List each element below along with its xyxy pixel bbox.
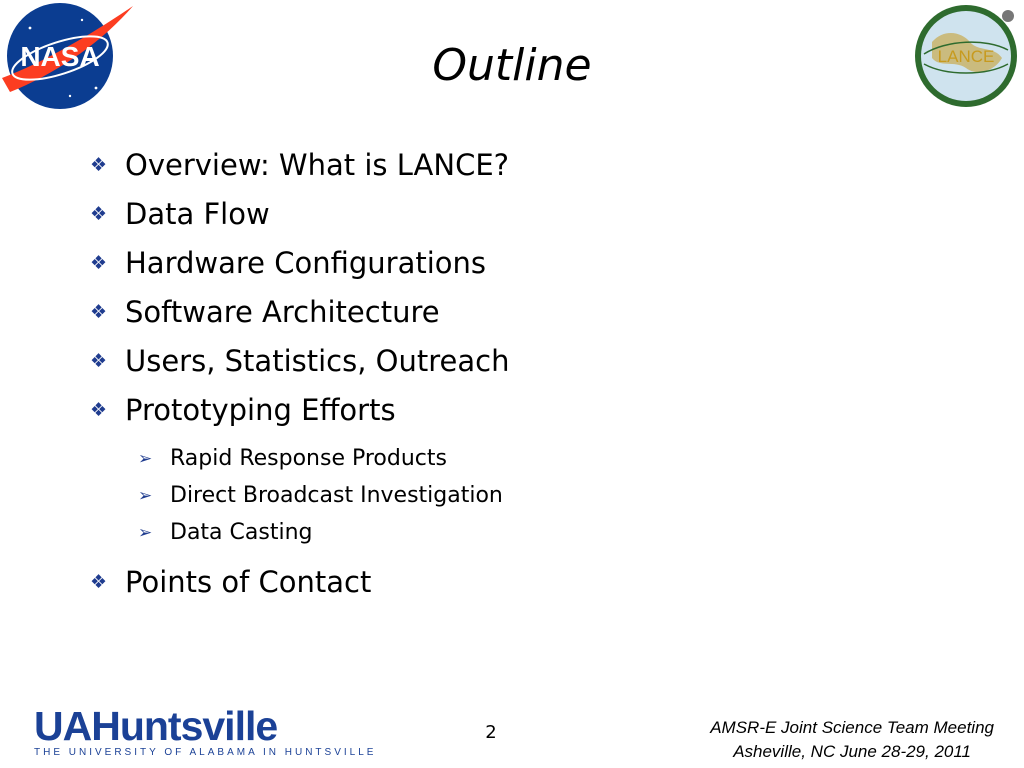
uah-logo-title: UAHuntsville bbox=[34, 703, 278, 749]
bullet-text: Prototyping Efforts bbox=[125, 392, 396, 427]
bullet-text: Software Architecture bbox=[125, 294, 440, 329]
sub-bullet-direct-broadcast bbox=[90, 477, 509, 514]
bullet-overview bbox=[90, 140, 509, 189]
sub-bullet-rapid-response bbox=[90, 440, 509, 477]
diamond-bullet-icon: ❖ bbox=[90, 570, 108, 593]
meeting-info bbox=[710, 716, 994, 764]
sub-bullet-text: Direct Broadcast Investigation bbox=[170, 483, 503, 508]
arrow-bullet-icon: ➢ bbox=[138, 448, 153, 469]
diamond-bullet-icon: ❖ bbox=[90, 398, 108, 421]
bullet-prototyping bbox=[90, 385, 509, 434]
lance-logo-text: LANCE bbox=[937, 47, 995, 66]
bullet-text: Data Flow bbox=[125, 196, 270, 231]
meeting-title: AMSR-E Joint Science Team Meeting bbox=[710, 718, 994, 737]
nasa-logo-text: NASA bbox=[20, 41, 100, 72]
sub-bullet-text: Data Casting bbox=[170, 520, 313, 545]
bullet-hardware bbox=[90, 238, 509, 287]
diamond-bullet-icon: ❖ bbox=[90, 349, 108, 372]
arrow-bullet-icon: ➢ bbox=[138, 522, 153, 543]
slide-title: Outline bbox=[432, 40, 592, 91]
diamond-bullet-icon: ❖ bbox=[90, 153, 108, 176]
diamond-bullet-icon: ❖ bbox=[90, 202, 108, 225]
bullet-text: Hardware Configurations bbox=[125, 245, 487, 280]
meeting-location: Asheville, NC June 28-29, 2011 bbox=[733, 742, 972, 761]
bullet-text: Points of Contact bbox=[125, 564, 372, 599]
bullet-software bbox=[90, 287, 509, 336]
bullet-data-flow bbox=[90, 189, 509, 238]
outline-list bbox=[90, 140, 509, 606]
arrow-bullet-icon: ➢ bbox=[138, 485, 153, 506]
bullet-users bbox=[90, 336, 509, 385]
uah-logo-subtitle: THE UNIVERSITY OF ALABAMA IN HUNTSVILLE bbox=[34, 747, 377, 758]
page-number: 2 bbox=[485, 722, 497, 743]
diamond-bullet-icon: ❖ bbox=[90, 251, 108, 274]
bullet-points-of-contact bbox=[90, 557, 509, 606]
sub-bullet-data-casting bbox=[90, 514, 509, 551]
bullet-text: Overview: What is LANCE? bbox=[125, 147, 510, 182]
sub-bullet-text: Rapid Response Products bbox=[170, 446, 447, 471]
bullet-text: Users, Statistics, Outreach bbox=[125, 343, 510, 378]
uah-logo bbox=[34, 703, 377, 760]
diamond-bullet-icon: ❖ bbox=[90, 300, 108, 323]
